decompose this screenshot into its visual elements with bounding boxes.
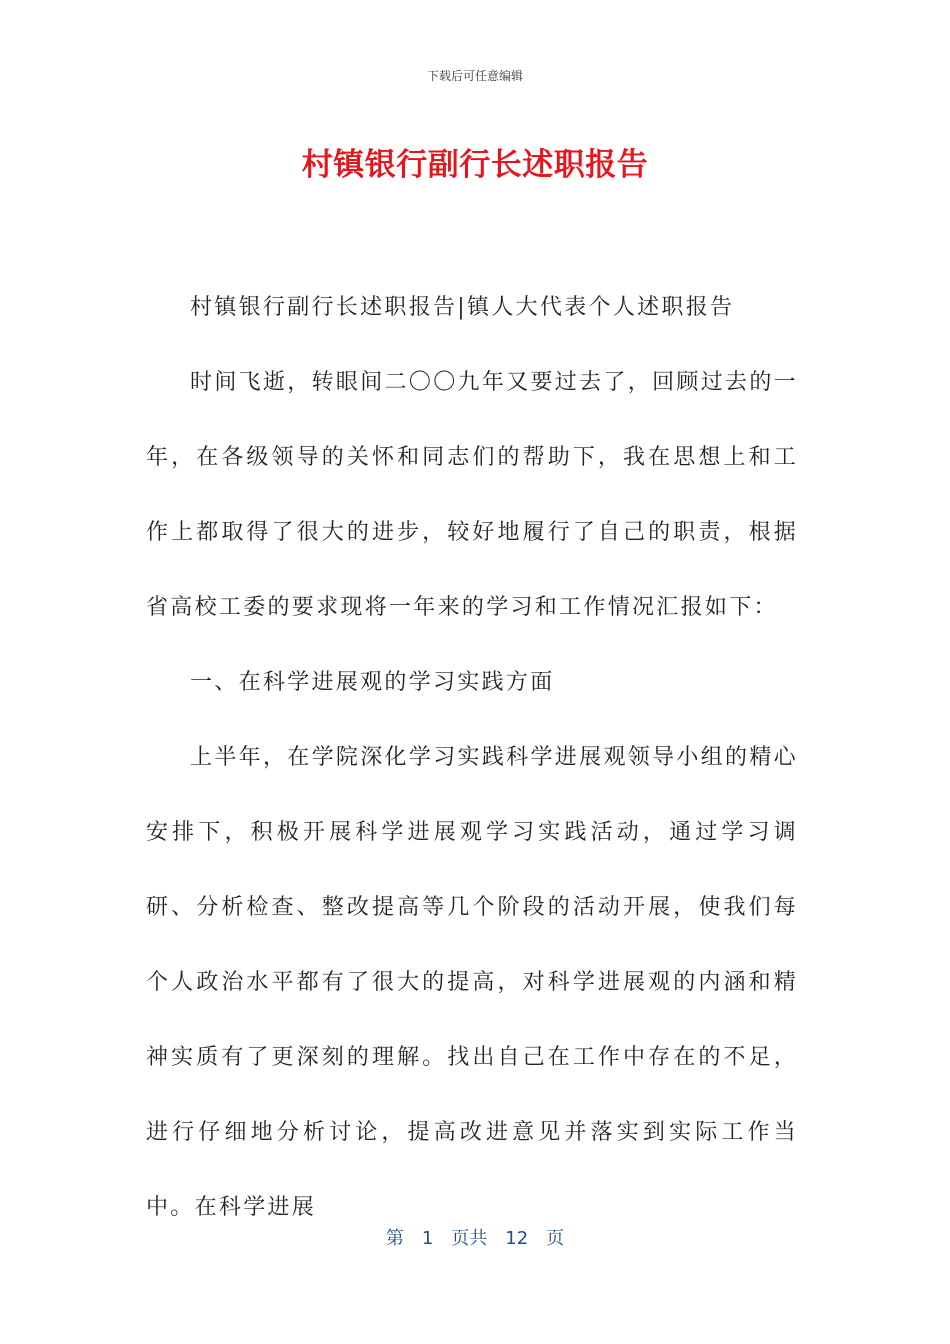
document-title: 村镇银行副行长述职报告: [301, 147, 649, 183]
document-body: [146, 270, 798, 1245]
paragraph-section-body: 上半年，在学院深化学习实践科学进展观领导小组的精心安排下，积极开展科学进展观学习实践活动，通过学习调研、分析检查、整改提高等几个阶段的活动开展，使我们每个人政治水平都有了很大的提高，对科学进展观的内涵和精神实质有了更深刻的理解。找出自己在工作中存在的不足，进行仔细地分析讨论，提高改进意见并落实到实际工作当中。在科学进展: [146, 745, 798, 1220]
paragraph-subtitle: 村镇银行副行长述职报告|镇人大代表个人述职报告: [190, 295, 735, 320]
footer-middle: 页共: [451, 1228, 488, 1249]
header-note: 下载后可任意编辑: [426, 69, 523, 83]
paragraph-intro: 时间飞逝，转眼间二〇〇九年又要过去了，回顾过去的一年，在各级领导的关怀和同志们的帮助下，我在思想上和工作上都取得了很大的进步，较好地履行了自己的职责，根据省高校工委的要求现将一年来的学习和工作情况汇报如下：: [146, 370, 798, 620]
footer-current-page: 1: [421, 1228, 434, 1249]
footer-total-pages: 12: [505, 1228, 529, 1249]
footer-prefix: 第: [385, 1228, 404, 1249]
paragraph-section-heading: 一、在科学进展观的学习实践方面: [190, 670, 555, 695]
footer-suffix: 页: [546, 1228, 565, 1249]
page-footer: [0, 1224, 950, 1254]
